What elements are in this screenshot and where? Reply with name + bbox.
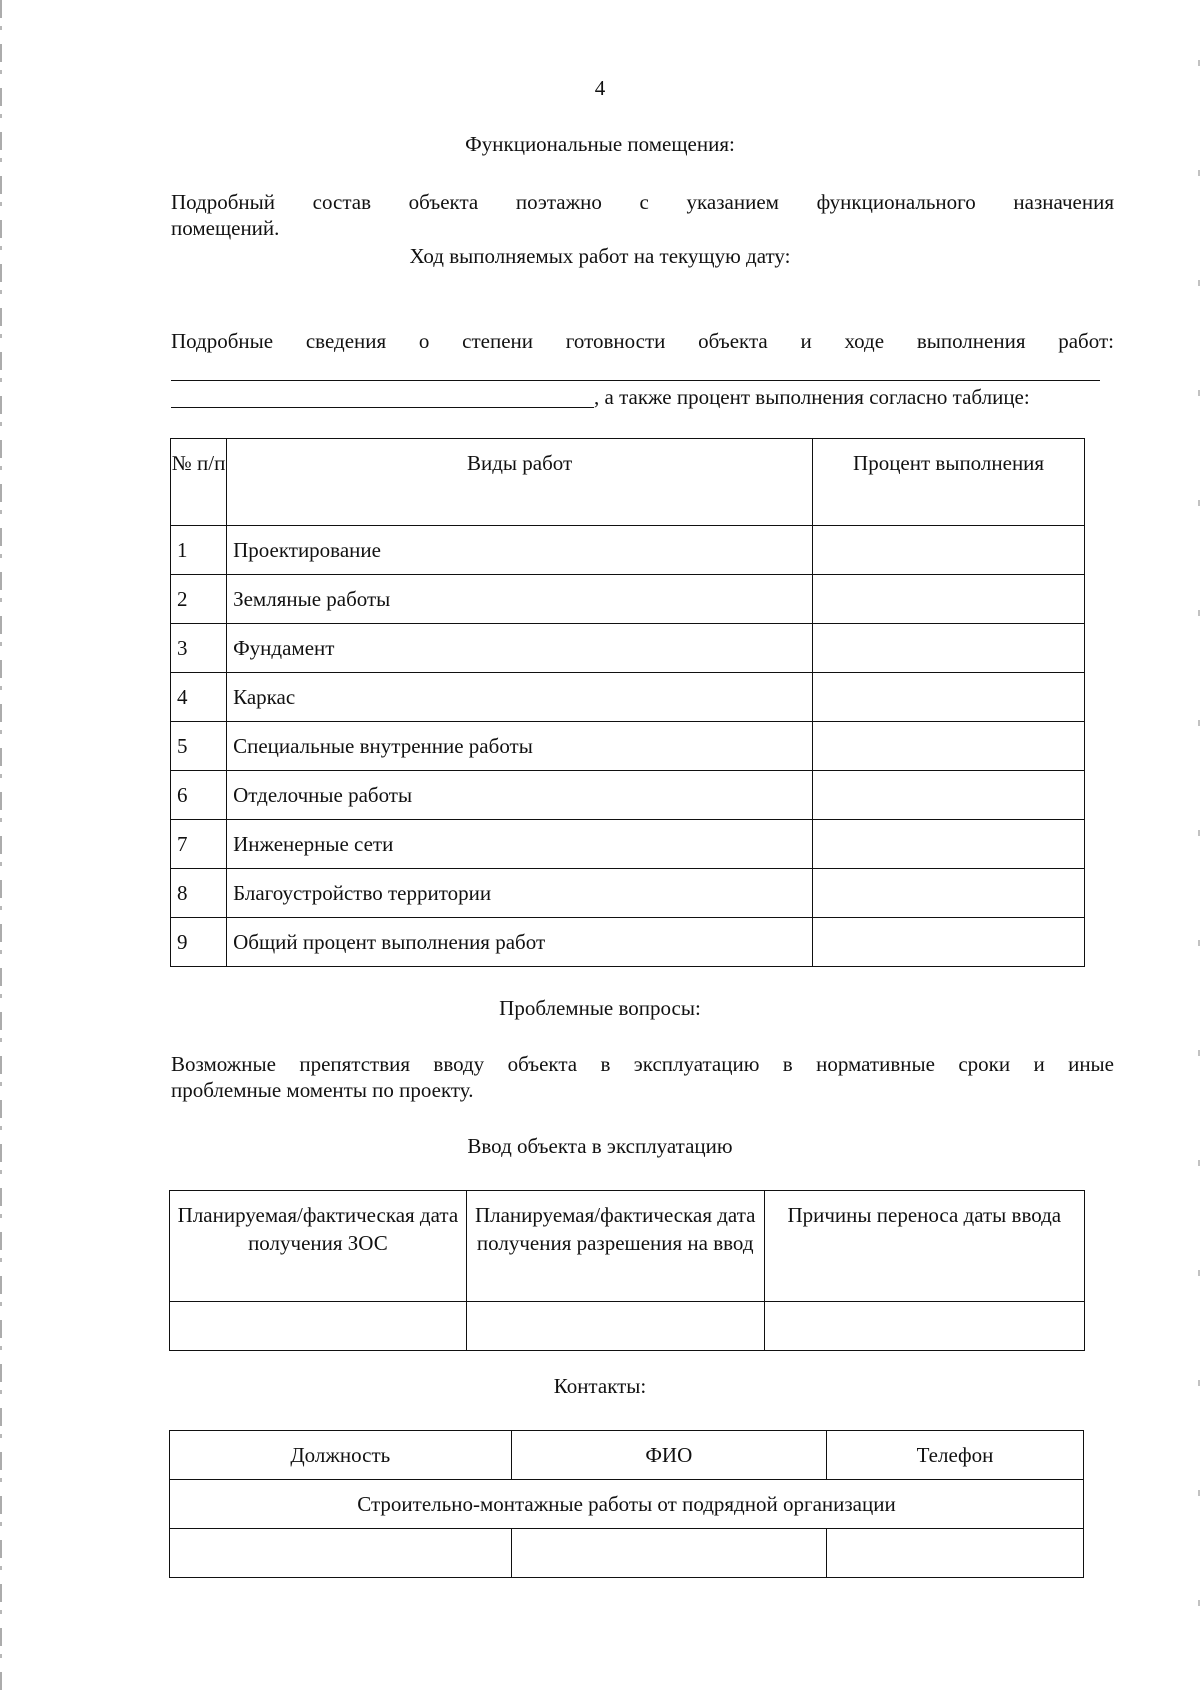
progress-fill-suffix: , а также процент выполнения согласно таблице:: [594, 385, 1030, 409]
row-percent-cell[interactable]: [813, 918, 1085, 967]
word: в: [600, 1052, 611, 1076]
table-header-row: [171, 439, 1085, 526]
row-percent-cell[interactable]: [813, 575, 1085, 624]
table-row: [171, 722, 1085, 771]
word: указанием: [686, 190, 779, 214]
row-percent-cell[interactable]: [813, 869, 1085, 918]
row-percent-cell[interactable]: [813, 673, 1085, 722]
position-cell[interactable]: [170, 1529, 512, 1578]
table-row: [171, 820, 1085, 869]
row-num: 5: [171, 722, 227, 771]
table-row: [171, 673, 1085, 722]
word: иные: [1068, 1052, 1114, 1076]
word: нормативные: [816, 1052, 935, 1076]
phone-cell[interactable]: [827, 1529, 1084, 1578]
progress-heading: Ход выполняемых работ на текущую дату:: [409, 244, 791, 268]
progress-fill-line-1[interactable]: [171, 380, 1100, 381]
word: функционального: [816, 190, 976, 214]
commissioning-heading: Ввод объекта в эксплуатацию: [467, 1134, 733, 1158]
header-postpone-reasons: Причины переноса даты ввода: [764, 1191, 1084, 1302]
postpone-reasons-cell[interactable]: [764, 1302, 1084, 1351]
progress-line1: [171, 328, 1114, 354]
zos-date-cell[interactable]: [170, 1302, 467, 1351]
word: и: [1033, 1052, 1045, 1076]
row-num: 8: [171, 869, 227, 918]
functional-rooms-line1: [171, 189, 1114, 215]
row-percent-cell[interactable]: [813, 722, 1085, 771]
table-row: [171, 624, 1085, 673]
header-phone: Телефон: [827, 1431, 1084, 1480]
problems-line2: проблемные моменты по проекту.: [171, 1078, 474, 1102]
works-progress-table: [170, 438, 1085, 967]
row-work-type: Благоустройство территории: [227, 869, 813, 918]
row-percent-cell[interactable]: [813, 624, 1085, 673]
header-num: № п/п: [171, 439, 227, 526]
row-num: 4: [171, 673, 227, 722]
word: Подробный: [171, 190, 276, 214]
word: назначения: [1013, 190, 1114, 214]
table-row: [170, 1302, 1085, 1351]
row-work-type: Каркас: [227, 673, 813, 722]
row-work-type: Инженерные сети: [227, 820, 813, 869]
row-num: 3: [171, 624, 227, 673]
page-number: 4: [594, 76, 606, 100]
word: работ:: [1058, 329, 1114, 353]
row-work-type: Фундамент: [227, 624, 813, 673]
row-percent-cell[interactable]: [813, 526, 1085, 575]
table-row: [171, 526, 1085, 575]
permit-date-cell[interactable]: [466, 1302, 764, 1351]
table-row: [171, 918, 1085, 967]
word: ходе: [844, 329, 885, 353]
row-num: 9: [171, 918, 227, 967]
progress-text: [171, 328, 1114, 354]
header-permit-date: Планируемая/фактическая дата получения разрешения на ввод: [466, 1191, 764, 1302]
header-work-type: Виды работ: [227, 439, 813, 526]
row-num: 1: [171, 526, 227, 575]
contacts-heading: Контакты:: [553, 1374, 647, 1398]
row-percent-cell[interactable]: [813, 771, 1085, 820]
full-name-cell[interactable]: [511, 1529, 826, 1578]
problems-text: [171, 1051, 1114, 1103]
progress-fill-line-2[interactable]: [171, 407, 594, 408]
word: Подробные: [171, 329, 274, 353]
contacts-table: [169, 1430, 1084, 1578]
word: препятствия: [299, 1052, 411, 1076]
commissioning-table: [169, 1190, 1085, 1351]
table-row: [171, 771, 1085, 820]
header-full-name: ФИО: [511, 1431, 826, 1480]
word: сведения: [305, 329, 387, 353]
word: вводу: [433, 1052, 485, 1076]
problems-line1: [171, 1051, 1114, 1077]
table-row: [171, 869, 1085, 918]
word: сроки: [958, 1052, 1011, 1076]
header-zos-date: Планируемая/фактическая дата получения ЗОС: [170, 1191, 467, 1302]
problems-heading: Проблемные вопросы:: [499, 996, 701, 1020]
word: состав: [312, 190, 372, 214]
row-work-type: Отделочные работы: [227, 771, 813, 820]
word: эксплуатацию: [633, 1052, 760, 1076]
header-position: Должность: [170, 1431, 512, 1480]
word: выполнения: [916, 329, 1026, 353]
word: в: [782, 1052, 793, 1076]
word: степени: [462, 329, 534, 353]
row-num: 7: [171, 820, 227, 869]
table-header-row: [170, 1191, 1085, 1302]
functional-rooms-text: [171, 189, 1114, 241]
row-percent-cell[interactable]: [813, 820, 1085, 869]
functional-rooms-heading: Функциональные помещения:: [465, 132, 735, 156]
contractor-section-label: Строительно-монтажные работы от подрядной организации: [170, 1480, 1084, 1529]
table-header-row: [170, 1431, 1084, 1480]
word: объекта: [698, 329, 768, 353]
word: и: [800, 329, 812, 353]
table-row: [170, 1529, 1084, 1578]
functional-rooms-line2: помещений.: [171, 216, 280, 240]
word: готовности: [565, 329, 666, 353]
word: о: [418, 329, 430, 353]
section-row: [170, 1480, 1084, 1529]
word: объекта: [507, 1052, 578, 1076]
word: с: [639, 190, 649, 214]
table-row: [171, 575, 1085, 624]
row-num: 2: [171, 575, 227, 624]
header-percent: Процент выполнения: [813, 439, 1085, 526]
row-work-type: Общий процент выполнения работ: [227, 918, 813, 967]
row-work-type: Земляные работы: [227, 575, 813, 624]
row-num: 6: [171, 771, 227, 820]
word: поэтажно: [515, 190, 602, 214]
row-work-type: Специальные внутренние работы: [227, 722, 813, 771]
word: объекта: [408, 190, 479, 214]
row-work-type: Проектирование: [227, 526, 813, 575]
word: Возможные: [171, 1052, 276, 1076]
